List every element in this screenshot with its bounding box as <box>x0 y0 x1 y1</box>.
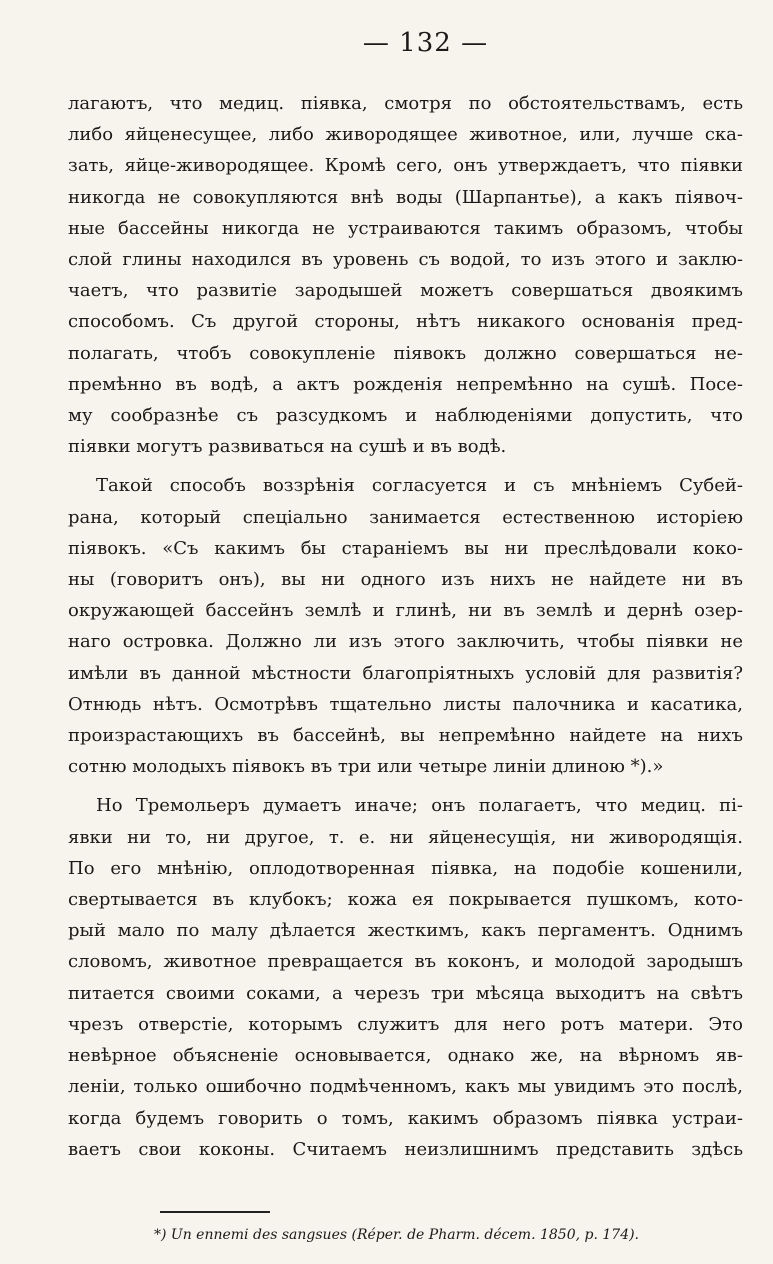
text-line: зать, яйце-живородящее. Кромѣ сего, онъ утверждаетъ, что піявки <box>68 155 743 177</box>
text-line: словомъ, животное превращается въ коконъ, и молодой зародышъ <box>68 951 743 973</box>
text-line: способомъ. Съ другой стороны, нѣтъ никакого основанія пред- <box>68 311 743 333</box>
text-line: ны (говоритъ онъ), вы ни одного изъ нихъ не найдете ни въ <box>68 569 743 591</box>
body-text <box>68 88 743 1165</box>
text-line: чаетъ, что развитіе зародышей можетъ совершаться двоякимъ <box>68 280 743 302</box>
text-line: невѣрное объясненіе основывается, однако же, на вѣрномъ яв- <box>68 1045 743 1067</box>
text-line: лагаютъ, что медиц. піявка, смотря по обстоятельствамъ, есть <box>68 93 743 114</box>
text-line: Такой способъ воззрѣнія согласуется и съ мнѣніемъ Субей- <box>96 475 743 497</box>
page-number: — 132 — <box>362 28 489 58</box>
text-line: питается своими соками, а черезъ три мѣсяца выходитъ на свѣтъ <box>68 982 743 1004</box>
footnote: *) Un ennemi des sangsues (Réper. de Pharm. décem. 1850, p. 174). <box>154 1226 640 1243</box>
text-line: наго островка. Должно ли изъ этого заключить, чтобы піявки не <box>68 631 743 653</box>
text-line: премѣнно въ водѣ, а актъ рожденія непремѣнно на сушѣ. Посе- <box>68 373 743 395</box>
text-line: му сообразнѣе съ разсудкомъ и наблюденіями допустить, что <box>68 405 743 427</box>
text-line: ваетъ свои коконы. Считаемъ неизлишнимъ представить здѣсь <box>68 1138 743 1160</box>
paragraph <box>68 88 743 462</box>
text-line: піявки могутъ развиваться на сушѣ и въ водѣ. <box>68 436 507 458</box>
text-line: полагать, чтобъ совокупленіе піявокъ должно совершаться не- <box>68 342 743 364</box>
text-line: Но Тремольеръ думаетъ иначе; онъ полагаетъ, что медиц. пі- <box>96 795 743 817</box>
footnote-divider <box>160 1211 270 1213</box>
text-line: чрезъ отверстіе, которымъ служитъ для него ротъ матери. Это <box>68 1013 743 1035</box>
paragraph <box>68 790 743 1164</box>
text-line: свертывается въ клубокъ; кожа ея покрывается пушкомъ, кото- <box>68 889 743 911</box>
text-line: ные бассейны никогда не устраиваются такимъ образомъ, чтобы <box>68 217 743 239</box>
text-line: леніи, только ошибочно подмѣченномъ, какъ мы увидимъ это послѣ, <box>68 1076 743 1098</box>
text-line: По его мнѣнію, оплодотворенная піявка, на подобіе кошенили, <box>68 857 743 879</box>
text-line: рый мало по малу дѣлается жесткимъ, какъ пергаментъ. Однимъ <box>68 920 743 942</box>
paragraph <box>68 470 743 782</box>
text-line: слой глины находился въ уровень съ водой, то изъ этого и заклю- <box>68 249 743 271</box>
text-line: явки ни то, ни другое, т. е. ни яйценесущія, ни живородящія. <box>68 826 743 848</box>
text-line: имѣли въ данной мѣстности благопріятныхъ условій для развитія? <box>68 662 743 684</box>
text-line: піявокъ. «Съ какимъ бы стараніемъ вы ни преслѣдовали коко- <box>68 537 743 559</box>
text-line: сотню молодыхъ піявокъ въ три или четыре линіи длиною *).» <box>68 756 664 778</box>
text-line: Отнюдь нѣтъ. Осмотрѣвъ тщательно листы палочника и касатика, <box>68 693 743 715</box>
text-line: рана, который спеціально занимается естественною исторіею <box>68 506 743 528</box>
text-line: никогда не совокупляются внѣ воды (Шарпантье), а какъ піявоч- <box>68 186 743 208</box>
text-line: произрастающихъ въ бассейнѣ, вы непремѣнно найдете на нихъ <box>68 725 743 747</box>
text-line: когда будемъ говорить о томъ, какимъ образомъ піявка устраи- <box>68 1107 743 1129</box>
text-line: окружающей бассейнъ землѣ и глинѣ, ни въ землѣ и дернѣ озер- <box>68 600 743 622</box>
text-line: либо яйценесущее, либо живородящее животное, или, лучше ска- <box>68 124 743 146</box>
